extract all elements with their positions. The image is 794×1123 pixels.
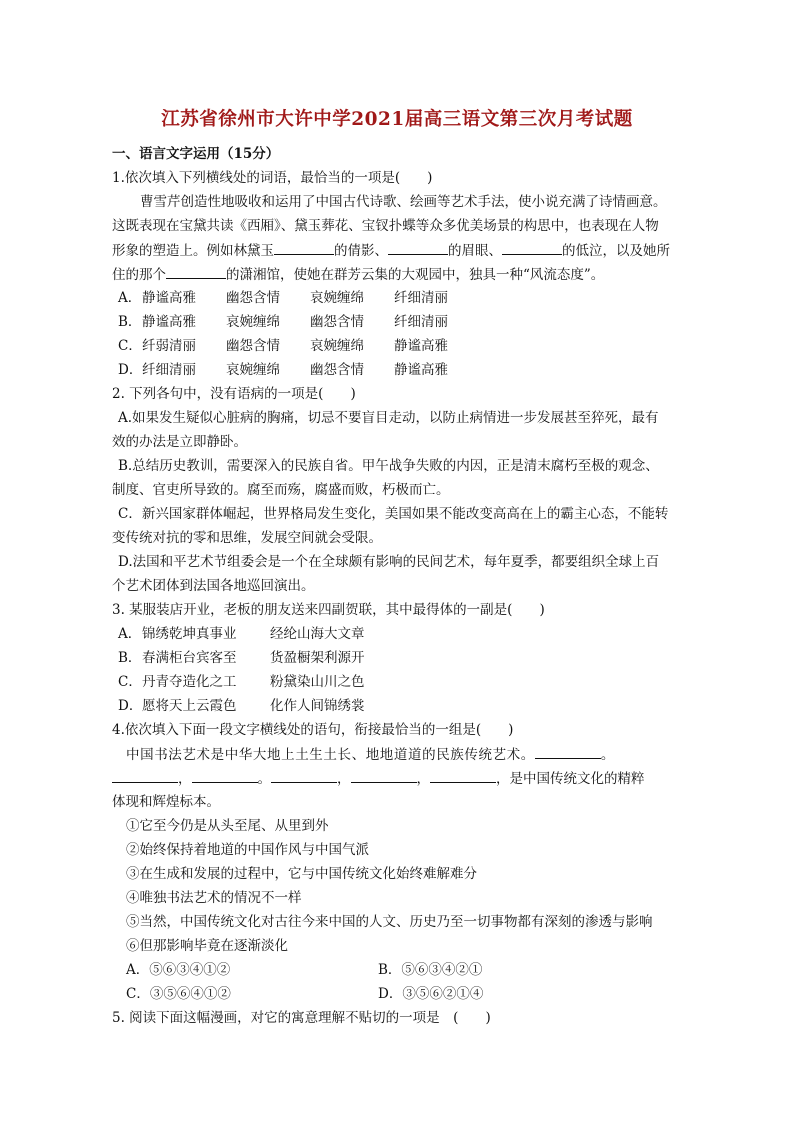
option-word: 哀婉缠绵 [226,314,280,330]
q2-option-c-line1: C．新兴国家群体崛起，世界格局发生变化，美国如果不能改变高高在上的霸主心态，不能转 [118,506,669,522]
q4-text: ，是中国传统文化的精粹 [496,771,645,787]
q3-option-a [118,624,365,644]
option-word: 哀婉缠绵 [226,362,280,378]
q4-option-d: D．③⑤⑥②①④ [378,986,484,1002]
couplet-lower: 粉黛染山川之色 [270,674,365,690]
option-word: 幽怨含情 [310,314,364,330]
blank-line [535,744,601,759]
option-label: C． [118,674,142,690]
q4-para-line2 [112,768,645,789]
couplet-lower: 货盈橱架利源开 [270,650,365,666]
q2-option-d-line1: D.法国和平艺术节组委会是一个在全球颇有影响的民间艺术，每年夏季，都要组织全球上百 [118,554,660,570]
couplet-upper: 愿将天上云霞色 [142,698,237,714]
section-heading: 一、语言文字运用（15分） [112,146,280,162]
option-word: 幽怨含情 [226,338,280,354]
q1-para-line3 [112,240,670,261]
option-word: 纤细清丽 [394,290,448,306]
q4-punct: 。 [257,771,271,787]
option-word: 哀婉缠绵 [310,290,364,306]
q1-text: 的倩影、 [334,243,388,259]
blank-line [166,264,226,279]
q3-option-b [118,648,365,668]
option-label: A． [118,626,142,642]
option-word: 静谧高雅 [394,338,448,354]
blank-line [192,768,258,783]
option-label: D． [118,698,143,714]
q1-text: 的低泣，以及她所 [562,243,670,259]
q1-text: 住的那个 [112,267,166,283]
q2-stem: 2. 下列各句中，没有语病的一项是( ) [112,386,356,402]
q1-text: 的眉眼、 [448,243,502,259]
q4-item-3: ③在生成和发展的过程中，它与中国传统文化始终难解难分 [126,866,477,882]
couplet-upper: 锦绣乾坤真事业 [142,626,237,642]
q2-option-a-line1: A.如果发生疑似心脏病的胸痛，切忌不要盲目走动，以防止病情进一步发展甚至猝死，最有 [118,410,659,426]
q1-text: 形象的塑造上。例如林黛玉 [112,243,274,259]
option-word: 幽怨含情 [226,290,280,306]
option-word: 静谧高雅 [394,362,448,378]
blank-line [430,768,496,783]
q1-para-line4 [112,264,604,285]
q4-punct: 。 [600,747,616,763]
option-word: 静谧高雅 [142,290,196,306]
q2-option-d-line2: 个艺术团体到法国各地巡回演出。 [112,578,315,594]
q4-option-b: B．⑤⑥③④②① [378,962,483,978]
q4-item-5: ⑤当然，中国传统文化对古往今来中国的人文、历史乃至一切事物都有深刻的渗透与影响 [126,914,653,930]
option-word: 静谧高雅 [142,314,196,330]
blank-line [112,768,178,783]
q4-stem: 4.依次填入下面一段文字横线处的语句，衔接最恰当的一组是( ) [112,722,514,738]
q2-option-a-line2: 效的办法是立即静卧。 [112,434,247,450]
q4-text: 中国书法艺术是中华大地上土生土长、地地道道的民族传统艺术。 [126,747,535,763]
couplet-upper: 丹青夺造化之工 [142,674,237,690]
q1-stem: 1.依次填入下列横线处的词语，最恰当的一项是( ) [112,170,433,186]
q4-punct: ， [178,771,192,787]
blank-line [351,768,417,783]
q1-option-d [118,360,448,380]
q1-para-line1: 曹雪芹创造性地吸收和运用了中国古代诗歌、绘画等艺术手法，使小说充满了诗情画意。 [140,194,667,210]
q4-para-line3: 体现和辉煌标本。 [112,794,220,810]
q4-item-6: ⑥但那影响毕竟在逐渐淡化 [126,938,288,954]
q3-option-c [118,672,365,692]
page-title: 江苏省徐州市大许中学2021届高三语文第三次月考试题 [161,109,633,130]
option-label: D． [118,362,143,378]
q4-item-2: ②始终保持着地道的中国作风与中国气派 [126,842,369,858]
couplet-lower: 化作人间锦绣裳 [270,698,365,714]
q4-para-line1 [126,744,615,765]
q1-option-b [118,312,448,332]
q1-para-line2: 这既表现在宝黛共读《西厢》、黛玉葬花、宝钗扑蝶等众多优美场景的构思中，也表现在人物 [112,218,659,234]
q1-option-a [118,288,448,308]
option-word: 纤细清丽 [142,362,196,378]
q5-stem: 5. 阅读下面这幅漫画，对它的寓意理解不贴切的一项是 ( ) [112,1010,491,1026]
option-word: 纤弱清丽 [142,338,196,354]
couplet-upper: 春满柜台宾客至 [142,650,237,666]
q1-text: 的潇湘馆，使她在群芳云集的大观园中，独具一种“风流态度”。 [226,267,605,283]
q2-option-b-line1: B.总结历史教训，需要深入的民族自省。甲午战争失败的内因，正是清末腐朽至极的观念、 [118,458,659,474]
blank-line [388,240,448,255]
option-word: 幽怨含情 [310,362,364,378]
q4-punct: ， [416,771,430,787]
option-label: C． [118,338,142,354]
q4-option-a: A．⑤⑥③④①② [126,962,231,978]
q1-option-c [118,336,448,356]
option-word: 哀婉缠绵 [310,338,364,354]
q2-option-c-line2: 变传统对抗的零和思维，发展空间就会受限。 [112,530,382,546]
q3-stem: 3. 某服装店开业，老板的朋友送来四副贺联，其中最得体的一副是( ) [112,602,545,618]
option-label: A． [118,290,142,306]
q4-item-1: ①它至今仍是从头至尾、从里到外 [126,818,329,834]
option-label: B． [118,314,142,330]
couplet-lower: 经纶山海大文章 [270,626,365,642]
blank-line [274,240,334,255]
option-label: B． [118,650,142,666]
q4-option-c: C．③⑤⑥④①② [126,986,231,1002]
option-word: 纤细清丽 [394,314,448,330]
q2-option-b-line2: 制度、官吏所导致的。腐至而殇，腐盛而败，朽极而亡。 [112,482,450,498]
blank-line [502,240,562,255]
q4-punct: ， [337,771,351,787]
blank-line [271,768,337,783]
q3-option-d [118,696,365,716]
q4-item-4: ④唯独书法艺术的情况不一样 [126,890,302,906]
